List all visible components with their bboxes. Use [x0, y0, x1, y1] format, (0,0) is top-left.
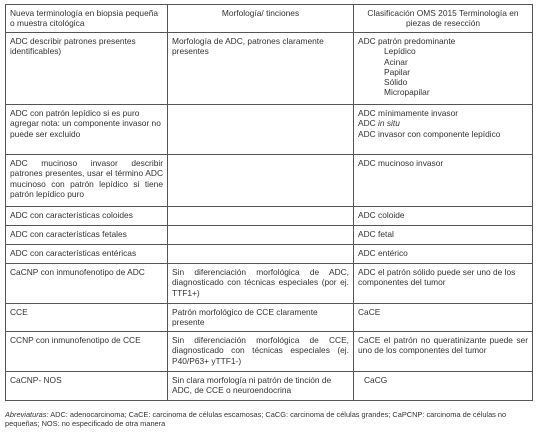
cell: ADC con características entéricas [6, 245, 168, 264]
cell [354, 105, 533, 155]
cell [168, 155, 354, 207]
cell-text: ADC [358, 118, 379, 129]
header-col3: Clasificación OMS 2015 Terminología en piezas de resección [354, 5, 533, 33]
cell: Patrón morfológico de CCE claramente presente [168, 304, 354, 332]
table-row [6, 207, 533, 226]
cell: ADC fetal [354, 226, 533, 245]
cell: CaCNP con inmunofenotipo de ADC [6, 264, 168, 304]
footnote-label: Abreviaturas: [5, 410, 49, 419]
cell-subline: Sólido [384, 77, 408, 88]
cell: CCE [6, 304, 168, 332]
table-row [6, 155, 533, 207]
footnote-text: ADC: adenocarcinoma; CaCE: carcinoma de células escamosas; CaCG: carcinoma de células grandes; CaPCNP: carcinoma de células no pequeñas; NOS: no especificado de otra manera [5, 410, 507, 429]
table-row [6, 105, 533, 155]
cell-subline: Papilar [384, 66, 411, 77]
cell [168, 226, 354, 245]
cell: CaCE [354, 304, 533, 332]
cell-line: CaCG [364, 375, 388, 385]
cell: ADC con características coloides [6, 207, 168, 226]
cell: CCNP con inmunofenotipo de CCE [6, 332, 168, 372]
cell-italic-text: in situ [378, 118, 400, 129]
cell: ADC mucinoso invasor [354, 155, 533, 207]
header-col2: Morfología/ tinciones [168, 5, 354, 33]
cell: Sin clara morfología ni patrón de tinción de ADC, de CCE o neuroendocrina [168, 372, 354, 401]
cell: ADC describir patrones presentes identificables) [6, 33, 168, 105]
cell [168, 105, 354, 155]
table-row [6, 372, 533, 401]
cell-line: ADC invasor con componente lepídico [358, 128, 501, 139]
table-row [6, 304, 533, 332]
cell [168, 207, 354, 226]
cell: ADC con patrón lepídico si es puro agregar nota: un componente invasor no puede ser excluido [6, 105, 168, 155]
cell [354, 33, 533, 105]
cell-subline: Acinar [384, 56, 408, 67]
table-row [6, 33, 533, 105]
abbreviations-footnote [5, 410, 532, 429]
cell: Sin diferenciación morfológica de ADC, diagnosticado con técnicas especiales (por ej. TTF1+) [168, 264, 354, 304]
cell-line: ADC mínimamente invasor [358, 108, 459, 118]
cell-subline: Micropapilar [384, 87, 430, 98]
cell: ADC entérico [354, 245, 533, 264]
cell [168, 245, 354, 264]
table-row [6, 226, 533, 245]
cell: CaCNP- NOS [6, 372, 168, 401]
cell: CaCE el patrón no queratinizante puede ser uno de los componentes del tumor [354, 332, 533, 372]
classification-table [5, 4, 533, 401]
cell-subline: Lepídico [384, 46, 416, 57]
cell: ADC mucinoso invasor describir patrones presentes, usar el término ADC mucinoso con patrón lepídico si tiene patrón lepídico puro [6, 155, 168, 207]
cell-line [358, 118, 528, 128]
table-row [6, 332, 533, 372]
cell: Sin diferenciación morfológica de CCE, diagnosticado con técnicas especiales (ej. P40/P63+ yTTF1-) [168, 332, 354, 372]
cell-line: ADC patrón predominante [358, 36, 456, 46]
table-row [6, 264, 533, 304]
cell: ADC con características fetales [6, 226, 168, 245]
cell: Morfología de ADC, patrones claramente presentes [168, 33, 354, 105]
cell: ADC coloide [354, 207, 533, 226]
table-row [6, 245, 533, 264]
header-col1: Nueva terminología en biopsia pequeña o muestra citológica [6, 5, 168, 33]
cell [354, 372, 533, 401]
table-header-row [6, 5, 533, 33]
cell: ADC el patrón sólido puede ser uno de los componentes del tumor [354, 264, 533, 304]
